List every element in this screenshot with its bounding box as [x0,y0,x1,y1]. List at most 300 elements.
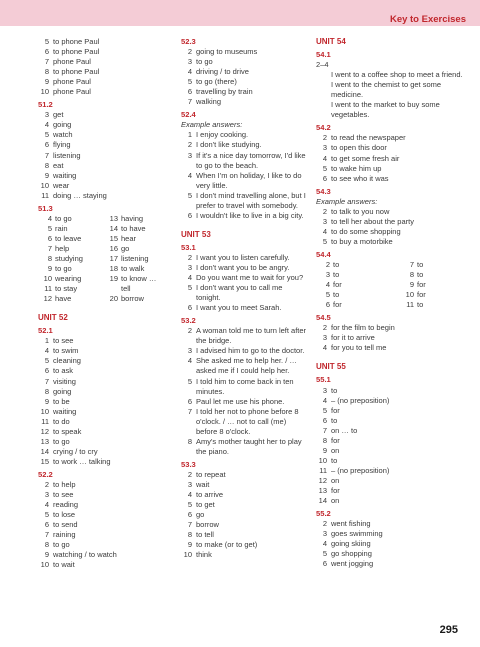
answer-pair-row [316,270,466,280]
answer-number: 2 [322,519,327,529]
answer-item [181,97,307,107]
answer-number: 8 [44,67,49,77]
answer-number: 17 [109,253,118,263]
answer-text: went jogging [331,559,374,569]
answer-text: borrow [196,520,219,530]
answer-text: doing … staying [53,190,107,200]
answer-text: to see [53,490,74,500]
answer-text: to go [196,57,213,67]
column-right [316,37,466,569]
answer-number: 5 [322,549,327,559]
answer-number: 8 [409,270,414,280]
answer-item [316,476,466,486]
answer-number: 6 [325,300,330,310]
answer-number: 7 [187,520,192,530]
answer-item [316,406,466,416]
answer-item [316,396,466,406]
answer-text: She asked me to help her. / … asked me if I could help her. [196,356,297,376]
answer-item [181,377,307,397]
answer-text: watching / to watch [53,550,117,560]
answer-number: 6 [44,366,49,376]
answer-number: 7 [187,97,192,107]
exercise-number: 54.2 [316,123,331,133]
answer-text: studying [55,253,83,263]
exercise-number: 53.1 [181,242,196,252]
answer-list [38,214,166,304]
answer-number: 5 [47,223,52,233]
answer-number: 5 [322,163,327,173]
exercise-number: 52.2 [38,469,53,479]
answer-text: phone Paul [53,77,91,87]
answer-item [181,356,307,376]
answer-number: 9 [47,264,52,274]
answer-item [316,217,466,227]
answer-item [38,500,166,510]
answer-item [38,447,166,457]
answer-number: 10 [40,87,49,97]
answer-item [38,560,166,570]
answer-number: 7 [44,150,49,160]
answer-text: to do [53,416,70,426]
answer-number: 11 [41,190,49,200]
exercise-number: 51.2 [38,100,53,110]
answer-item [316,549,466,559]
answer-text: – (no preposition) [331,395,390,405]
answer-number: 15 [40,456,49,466]
answer-text: for [331,405,340,415]
page-number: 295 [439,624,458,636]
answer-number: 4 [187,356,192,366]
answer-number: 3 [322,143,327,153]
answer-item [38,550,166,560]
page-header-title: Key to Exercises [389,14,466,25]
answer-pair-row [38,214,166,224]
answer-number: 6 [44,520,49,530]
answer-item [38,540,166,550]
answer-number: 7 [409,259,414,269]
answer-number: 3 [325,270,330,280]
answer-item [38,120,166,130]
answer-text: to [333,270,340,280]
answer-number: 6 [187,210,192,220]
answer-text: to know … [121,274,157,284]
answer-text: I advised him to go to the doctor. [196,346,305,356]
answer-number: 7 [44,376,49,386]
answer-text: flying [53,140,71,150]
answer-text: to buy a motorbike [331,236,393,246]
answer-text: to [331,415,338,425]
answer-text: to walk [121,264,145,274]
answer-text: raining [53,530,76,540]
answer-number: 2 [322,206,327,216]
answer-item [181,253,307,263]
answer-number: 12 [318,475,327,485]
answer-text: to phone Paul [53,37,100,46]
answer-number: 10 [183,550,192,560]
answer-pair-row [316,300,466,310]
column-middle [181,37,307,560]
answer-text: to lose [53,510,76,520]
answer-text: having [121,213,144,223]
exercise-number: 52.4 [181,110,196,120]
answer-number: 5 [187,283,192,293]
answer-text: to go [53,540,70,550]
answer-number: 4 [44,120,49,130]
answer-item [181,263,307,273]
answer-number: 2 [325,259,330,269]
answer-number: 9 [44,550,49,560]
answer-number: 4 [325,280,330,290]
answer-item [38,161,166,171]
exercise-number: 55.1 [316,375,331,385]
answer-pair-row [38,264,166,274]
answer-number: 12 [43,294,52,304]
answer-item [181,500,307,510]
answer-text: to work … talking [53,456,111,466]
answer-number: 9 [409,280,414,290]
answer-text: to wait [53,560,75,570]
answer-text: to speak [53,426,82,436]
answer-number: 14 [40,446,49,456]
answer-number: 10 [40,560,49,570]
answer-text: I told her not to phone before 8 o'clock. / … not to call (me) before 8 o'clock. [196,406,299,436]
answer-item [38,47,166,57]
answer-item [38,490,166,500]
answer-text: I don't like studying. [196,140,262,150]
answer-item [316,164,466,174]
answer-text: eat [53,160,64,170]
answer-text: on [331,475,340,485]
exercise-number: 54.5 [316,313,331,323]
answer-number: 5 [187,376,192,386]
answer-pair-row [38,224,166,234]
answer-number: 10 [40,180,49,190]
answer-number: 4 [322,395,327,405]
answer-item [181,520,307,530]
answer-item [181,151,307,171]
answer-text: visiting [53,376,76,386]
answer-text: to leave [55,233,82,243]
answer-list [316,519,466,569]
answer-text: to stay [55,284,78,294]
answer-text: for [331,485,340,495]
answer-pair-row [38,234,166,244]
answer-item [316,539,466,549]
answer-item [38,417,166,427]
answer-number: 2 [187,326,192,336]
answer-text: hear [121,233,137,243]
answer-number: 5 [322,236,327,246]
answer-number: 2 [187,47,192,57]
answer-item [181,397,307,407]
answer-number: 5 [322,405,327,415]
answer-item [316,237,466,247]
answer-number: 2 [187,469,192,479]
answer-list [38,110,166,200]
answer-text: I went to the chemist to get some medicine. [331,80,442,100]
answer-pair-row [38,294,166,304]
answer-number: 13 [109,213,118,223]
answer-number: 10 [318,455,327,465]
answer-text: goes swimming [331,529,383,539]
answer-number: 2 [187,140,192,150]
answer-number: 14 [318,496,327,506]
exercise-number: 54.3 [316,186,331,196]
answer-item [38,110,166,120]
answer-number: 11 [319,465,327,475]
answer-number: 8 [44,386,49,396]
answer-number: 4 [44,500,49,510]
answer-item [181,211,307,221]
answer-number: 4 [44,346,49,356]
answer-pair-row [38,244,166,254]
answer-item [316,227,466,237]
answer-item [316,386,466,396]
answer-item [316,436,466,446]
answer-list [316,323,466,353]
answer-text: I don't want you to call me tonight. [196,283,283,303]
answer-text: to phone Paul [53,47,100,57]
answer-number: 3 [322,529,327,539]
answer-text: to tell [196,530,214,540]
answer-item [181,550,307,560]
answer-text: reading [53,500,79,510]
answer-text: wearing [55,274,82,284]
exercise-number: 54.1 [316,50,331,60]
answer-item [316,529,466,539]
answer-text: for [331,435,340,445]
answer-text: to go (there) [196,77,237,87]
answer-item [38,356,166,366]
answer-number: 7 [322,425,327,435]
answer-item [181,273,307,283]
answer-item [181,77,307,87]
answer-item [181,171,307,191]
answer-item [181,326,307,346]
answer-item [181,530,307,540]
answer-list [181,130,307,220]
answer-text: wear [53,180,70,190]
answer-text: I don't mind travelling alone, but I prefer to travel with somebody. [196,190,306,210]
answer-text: A woman told me to turn left after the bridge. [196,326,307,346]
answer-text: to have [121,223,146,233]
answer-number: 3 [44,490,49,500]
answer-list [38,37,166,97]
answer-number: 6 [322,173,327,183]
answer-text: listening [121,253,149,263]
answer-text: I went to the market to buy some vegetables. [331,100,440,120]
answer-number: 6 [187,303,192,313]
answer-pair-row [316,280,466,290]
answer-text: watch [53,130,73,140]
answer-list [181,253,307,313]
answer-text: waiting [53,406,77,416]
answer-item [38,77,166,87]
answer-text: I enjoy cooking. [196,130,249,140]
answer-number: 2 [322,133,327,143]
answer-number: 7 [47,243,52,253]
answer-text: for [333,280,342,290]
answer-number: 4 [187,490,192,500]
answer-text: to [417,259,424,269]
exercise-number: 53.3 [181,459,196,469]
unit-heading: UNIT 52 [38,313,68,323]
answer-number: 3 [187,479,192,489]
answer-number: 9 [44,170,49,180]
answer-text: to read the newspaper [331,133,406,143]
answer-item [316,559,466,569]
answer-text: to send [53,520,78,530]
exercise-number: 54.4 [316,249,331,259]
answer-text: think [196,550,212,560]
answer-text: on [331,496,340,506]
answer-item [38,366,166,376]
answer-text: for the film to begin [331,323,395,333]
answer-item [316,456,466,466]
answer-number: 1 [187,130,192,140]
answer-number: 5 [187,77,192,87]
answer-number: 3 [187,150,192,160]
answer-text: If it's a nice day tomorrow, I'd like to go to the beach. [196,150,306,170]
answer-number: 13 [318,485,327,495]
answer-number: 3 [187,346,192,356]
answer-text: going skiing [331,539,371,549]
answer-item [38,37,166,47]
answer-list [181,326,307,457]
answer-range: 2–4 [316,60,329,70]
answer-item [38,336,166,346]
unit-heading: UNIT 54 [316,37,346,46]
answer-number: 8 [322,435,327,445]
answer-item [181,140,307,150]
answer-text: on … to [331,425,358,435]
answer-number: 16 [109,243,118,253]
answer-number: 8 [44,160,49,170]
answer-item [181,303,307,313]
answer-text: to repeat [196,469,226,479]
answer-text: – (no preposition) [331,465,390,475]
answer-pair-row [316,290,466,300]
answer-text: going [53,120,72,130]
answer-item [38,520,166,530]
answer-item [316,323,466,333]
answer-text: to get [196,500,215,510]
answer-text: to wake him up [331,163,382,173]
answer-text: to phone Paul [53,67,100,77]
answer-number: 7 [187,406,192,416]
answer-item [38,57,166,67]
answer-text: going [53,386,72,396]
answer-item [38,130,166,140]
answer-pair-row [316,260,466,270]
answer-number: 9 [44,396,49,406]
answer-text: to [417,270,424,280]
answer-text: walking [196,97,222,107]
answer-item [316,343,466,353]
answer-item [38,171,166,181]
answer-number: 1 [44,336,49,346]
answer-text: I told him to come back in ten minutes. [196,376,294,396]
answer-number: 11 [406,300,414,310]
answer-item [181,57,307,67]
answer-number: 13 [40,436,49,446]
answer-item [38,427,166,437]
answer-text: to do some shopping [331,226,401,236]
unit-heading: UNIT 55 [316,362,346,372]
answer-item [316,496,466,506]
answer-number: 9 [187,540,192,550]
answer-item [181,67,307,77]
answer-item [181,283,307,303]
answer-number: 12 [40,426,49,436]
answer-text: for [417,280,426,290]
answer-item [316,426,466,436]
answer-number: 4 [322,226,327,236]
answer-text: go [196,510,205,520]
answer-text: crying / to cry [53,446,98,456]
answer-text: to see [53,336,74,346]
exercise-number: 55.2 [316,509,331,519]
answer-item [316,519,466,529]
answer-item [38,510,166,520]
answer-number: 8 [44,540,49,550]
answer-text: get [53,110,64,120]
answer-item [181,47,307,57]
answer-number: 3 [322,385,327,395]
answer-number [104,284,118,294]
answer-pair-row [38,274,166,284]
answer-text: help [55,243,70,253]
answer-text: to open this door [331,143,387,153]
answer-text: for [333,300,342,310]
answer-text: phone Paul [53,87,91,97]
answer-text: for it to arrive [331,333,375,343]
answer-item [316,416,466,426]
answer-number: 5 [44,37,49,46]
answer-text: to [331,385,338,395]
answer-text: driving / to drive [196,67,249,77]
answer-text: to get some fresh air [331,153,400,163]
answer-text: to go [55,213,72,223]
answer-number: 6 [187,396,192,406]
answer-text: on [331,445,340,455]
answer-text: I went to a coffee shop to meet a friend. [331,70,463,80]
answer-number: 6 [44,47,49,57]
answer-number: 3 [322,333,327,343]
answer-item [316,466,466,476]
answer-text: to [333,290,340,300]
answer-item [181,540,307,550]
answer-text: to ask [53,366,74,376]
answer-number: 8 [47,253,52,263]
answer-item [38,480,166,490]
answer-number: 5 [187,500,192,510]
answer-text: cleaning [53,356,81,366]
answer-number: 6 [187,510,192,520]
answer-item [38,457,166,467]
answer-item [38,387,166,397]
answer-text: to be [53,396,70,406]
answer-text: phone Paul [53,57,91,67]
answer-text: Amy's mother taught her to play the piano. [196,436,302,456]
answer-item [181,346,307,356]
answer-number: 10 [43,274,52,284]
answer-list [316,70,466,120]
answer-text: I don't want you to be angry. [196,262,290,272]
answer-item [316,207,466,217]
answer-item [38,397,166,407]
answer-text: to [331,455,338,465]
